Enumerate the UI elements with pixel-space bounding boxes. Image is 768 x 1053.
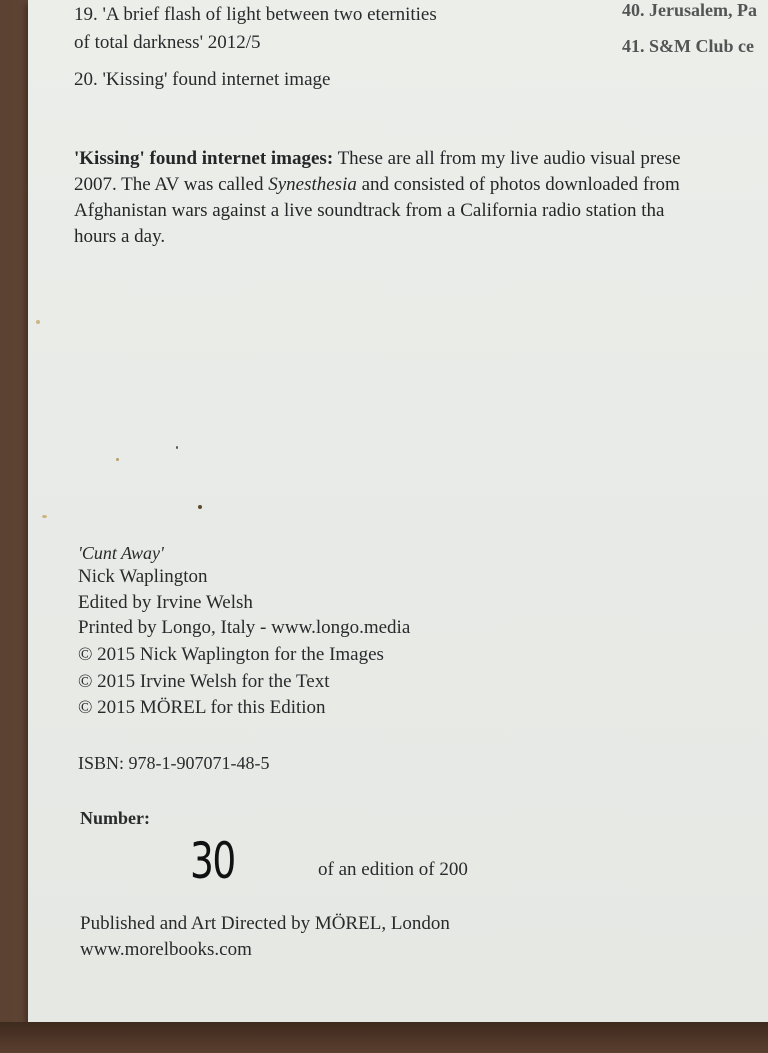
- edition-of: of an edition of 200: [318, 859, 468, 880]
- publisher-website: www.morelbooks.com: [80, 939, 252, 960]
- publisher-line: Published and Art Directed by MÖREL, London: [80, 913, 450, 934]
- note-line1-rest: These are all from my live audio visual prese: [333, 148, 681, 169]
- note-line-2: [74, 172, 768, 198]
- isbn: ISBN: 978-1-907071-48-5: [78, 753, 270, 773]
- list-item-40: 40. Jerusalem, Pa: [622, 0, 757, 20]
- note-line2-post: and consisted of photos downloaded from: [356, 174, 680, 195]
- note-line-3: Afghanistan wars against a live soundtrack from a California radio station tha: [74, 200, 665, 221]
- paper-speck: [116, 458, 119, 461]
- list-item-19-line1: 19. 'A brief flash of light between two eternities: [74, 4, 437, 25]
- copyright-images: © 2015 Nick Waplington for the Images: [78, 644, 384, 665]
- note-line2-pre: 2007. The AV was called: [74, 174, 269, 195]
- note-paragraph: [74, 146, 768, 250]
- paper-speck: [198, 505, 202, 509]
- list-item-41: 41. S&M Club ce: [622, 36, 754, 56]
- paper-speck: [36, 320, 40, 324]
- note-lead: 'Kissing' found internet images:: [74, 148, 334, 169]
- author-name: Nick Waplington: [78, 566, 208, 587]
- note-line-4: hours a day.: [74, 226, 166, 247]
- printer-line: Printed by Longo, Italy - www.longo.media: [78, 617, 411, 638]
- list-item-20: 20. 'Kissing' found internet image: [74, 69, 331, 90]
- paper-speck: [176, 446, 178, 449]
- editor-line: Edited by Irvine Welsh: [78, 592, 253, 613]
- book-title: 'Cunt Away': [78, 543, 164, 563]
- note-line2-italic: Synesthesia: [268, 174, 357, 195]
- list-item-19-line2: of total darkness' 2012/5: [74, 32, 261, 53]
- copyright-edition: © 2015 MÖREL for this Edition: [78, 697, 326, 718]
- number-label: Number:: [80, 808, 150, 828]
- handwritten-number: 30: [190, 832, 235, 890]
- copyright-text: © 2015 Irvine Welsh for the Text: [78, 671, 330, 692]
- table-edge: [0, 1022, 768, 1053]
- note-line-1: [74, 146, 768, 172]
- paper-speck: [42, 515, 47, 518]
